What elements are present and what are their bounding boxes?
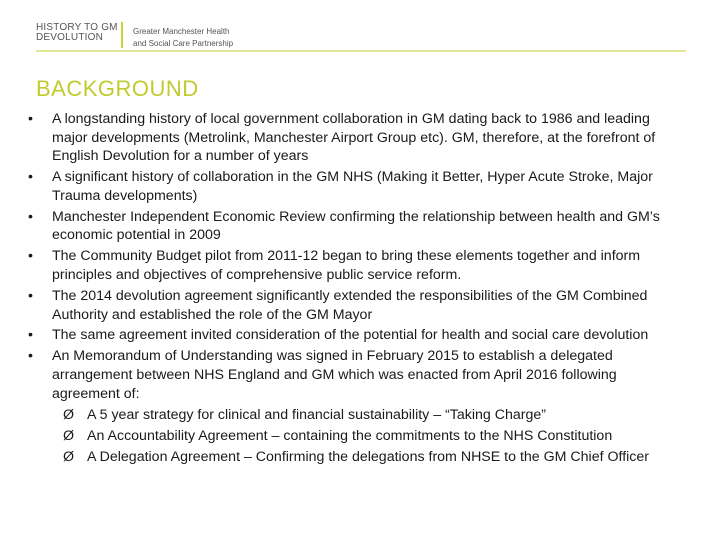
arrow-bullet-icon: Ø	[63, 448, 75, 465]
bullet-icon: •	[28, 248, 33, 265]
sub-item	[28, 427, 678, 446]
sub-item-text: A 5 year strategy for clinical and financial sustainability – “Taking Charge”	[87, 406, 546, 423]
bullet-item	[28, 326, 678, 345]
section-label	[36, 23, 118, 43]
sub-item	[28, 448, 678, 467]
bullet-icon: •	[28, 348, 33, 365]
bullet-text: A significant history of collaboration in the GM NHS (Making it Better, Hyper Acute Stroke, Major Trauma developments)	[52, 169, 653, 204]
header-divider	[121, 22, 123, 48]
organisation-name	[133, 26, 233, 50]
sub-item-text: A Delegation Agreement – Confirming the delegations from NHSE to the GM Chief Officer	[87, 448, 649, 465]
sub-item-list	[28, 406, 678, 467]
sub-item	[28, 406, 678, 425]
bullet-icon: •	[28, 208, 33, 225]
bullet-item	[28, 247, 678, 284]
bullet-text: A longstanding history of local government collaboration in GM dating back to 1986 and leading major developments (Metrolink, Manchester Airport Group etc). GM, therefore, at the forefront of English Devolution for a number of years	[52, 111, 656, 165]
bullet-text: The 2014 devolution agreement significantly extended the responsibilities of the GM Combined Authority and established the role of the GM Mayor	[52, 287, 648, 323]
bullet-item	[28, 347, 678, 403]
bullet-item	[28, 287, 678, 324]
bullet-item	[28, 110, 678, 166]
sub-item-text: An Accountability Agreement – containing the commitments to the NHS Constitution	[87, 427, 613, 444]
bullet-text: The Community Budget pilot from 2011-12 began to bring these elements together and inform principles and objectives of comprehensive public service reform.	[52, 248, 641, 283]
arrow-bullet-icon: Ø	[63, 427, 75, 444]
page-title: BACKGROUND	[36, 76, 199, 101]
section-label-line1: HISTORY TO GM	[36, 22, 118, 33]
bullet-list	[28, 110, 678, 403]
bullet-icon: •	[28, 327, 33, 344]
slide-content	[28, 110, 678, 540]
bullet-item	[28, 168, 678, 205]
bullet-item	[28, 208, 678, 245]
bullet-icon: •	[28, 287, 33, 304]
organisation-name-line2: and Social Care Partnership	[133, 39, 234, 48]
bullet-icon: •	[28, 111, 33, 127]
bullet-text: The same agreement invited consideration of the potential for health and social care devolution	[52, 327, 649, 344]
bullet-icon: •	[28, 169, 33, 186]
arrow-bullet-icon: Ø	[63, 406, 75, 423]
bullet-text: Manchester Independent Economic Review confirming the relationship between health and GM’s economic potential in 2009	[52, 208, 660, 244]
header-rule	[36, 50, 686, 52]
section-label-line2: DEVOLUTION	[36, 32, 104, 43]
bullet-text: An Memorandum of Understanding was signed in February 2015 to establish a delegated arrangement between NHS England and GM which was enacted from April 2016 following agreement of:	[52, 348, 617, 402]
organisation-name-line1: Greater Manchester Health	[133, 27, 230, 36]
